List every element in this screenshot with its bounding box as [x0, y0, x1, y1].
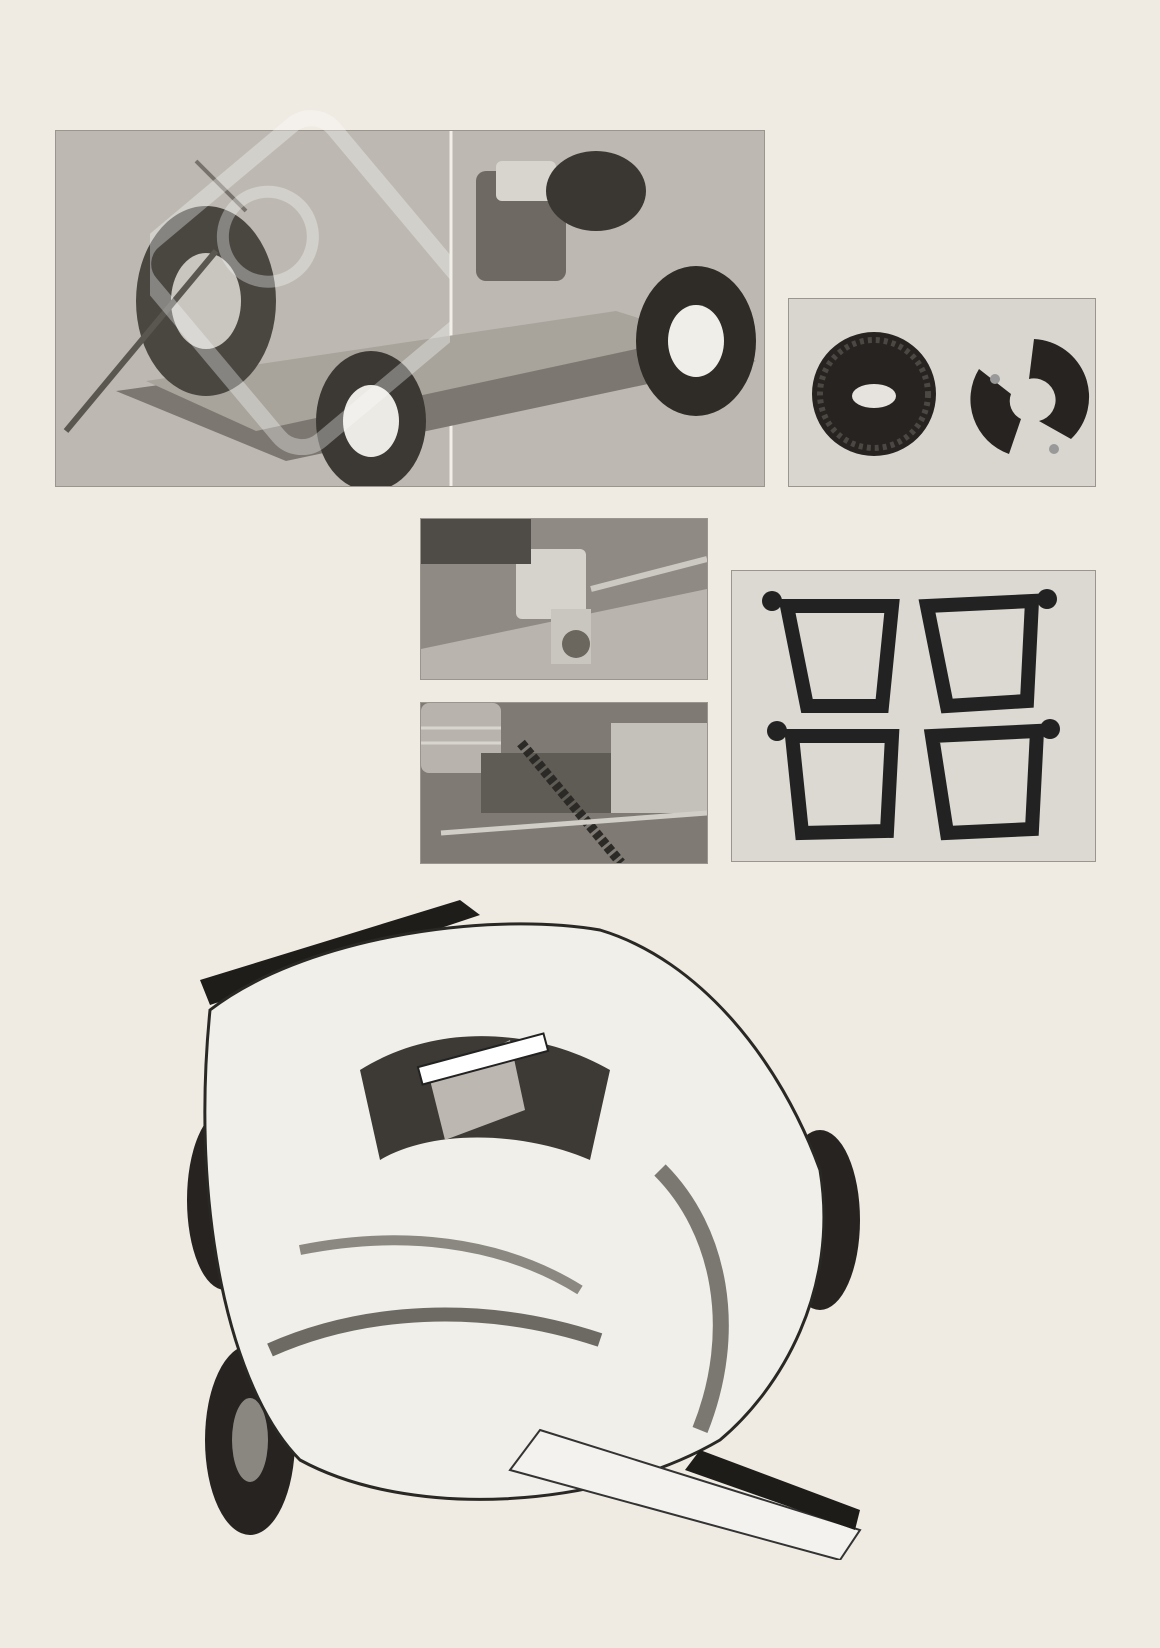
- photo-spur-gears: [788, 298, 1096, 487]
- photo-rear-wishbones: [731, 570, 1096, 862]
- photo-suspension-detail: [420, 518, 708, 680]
- photo-buxy-car: [180, 870, 880, 1560]
- photo-engine-chain: [420, 702, 708, 864]
- photo-presto-chassis: [55, 130, 765, 487]
